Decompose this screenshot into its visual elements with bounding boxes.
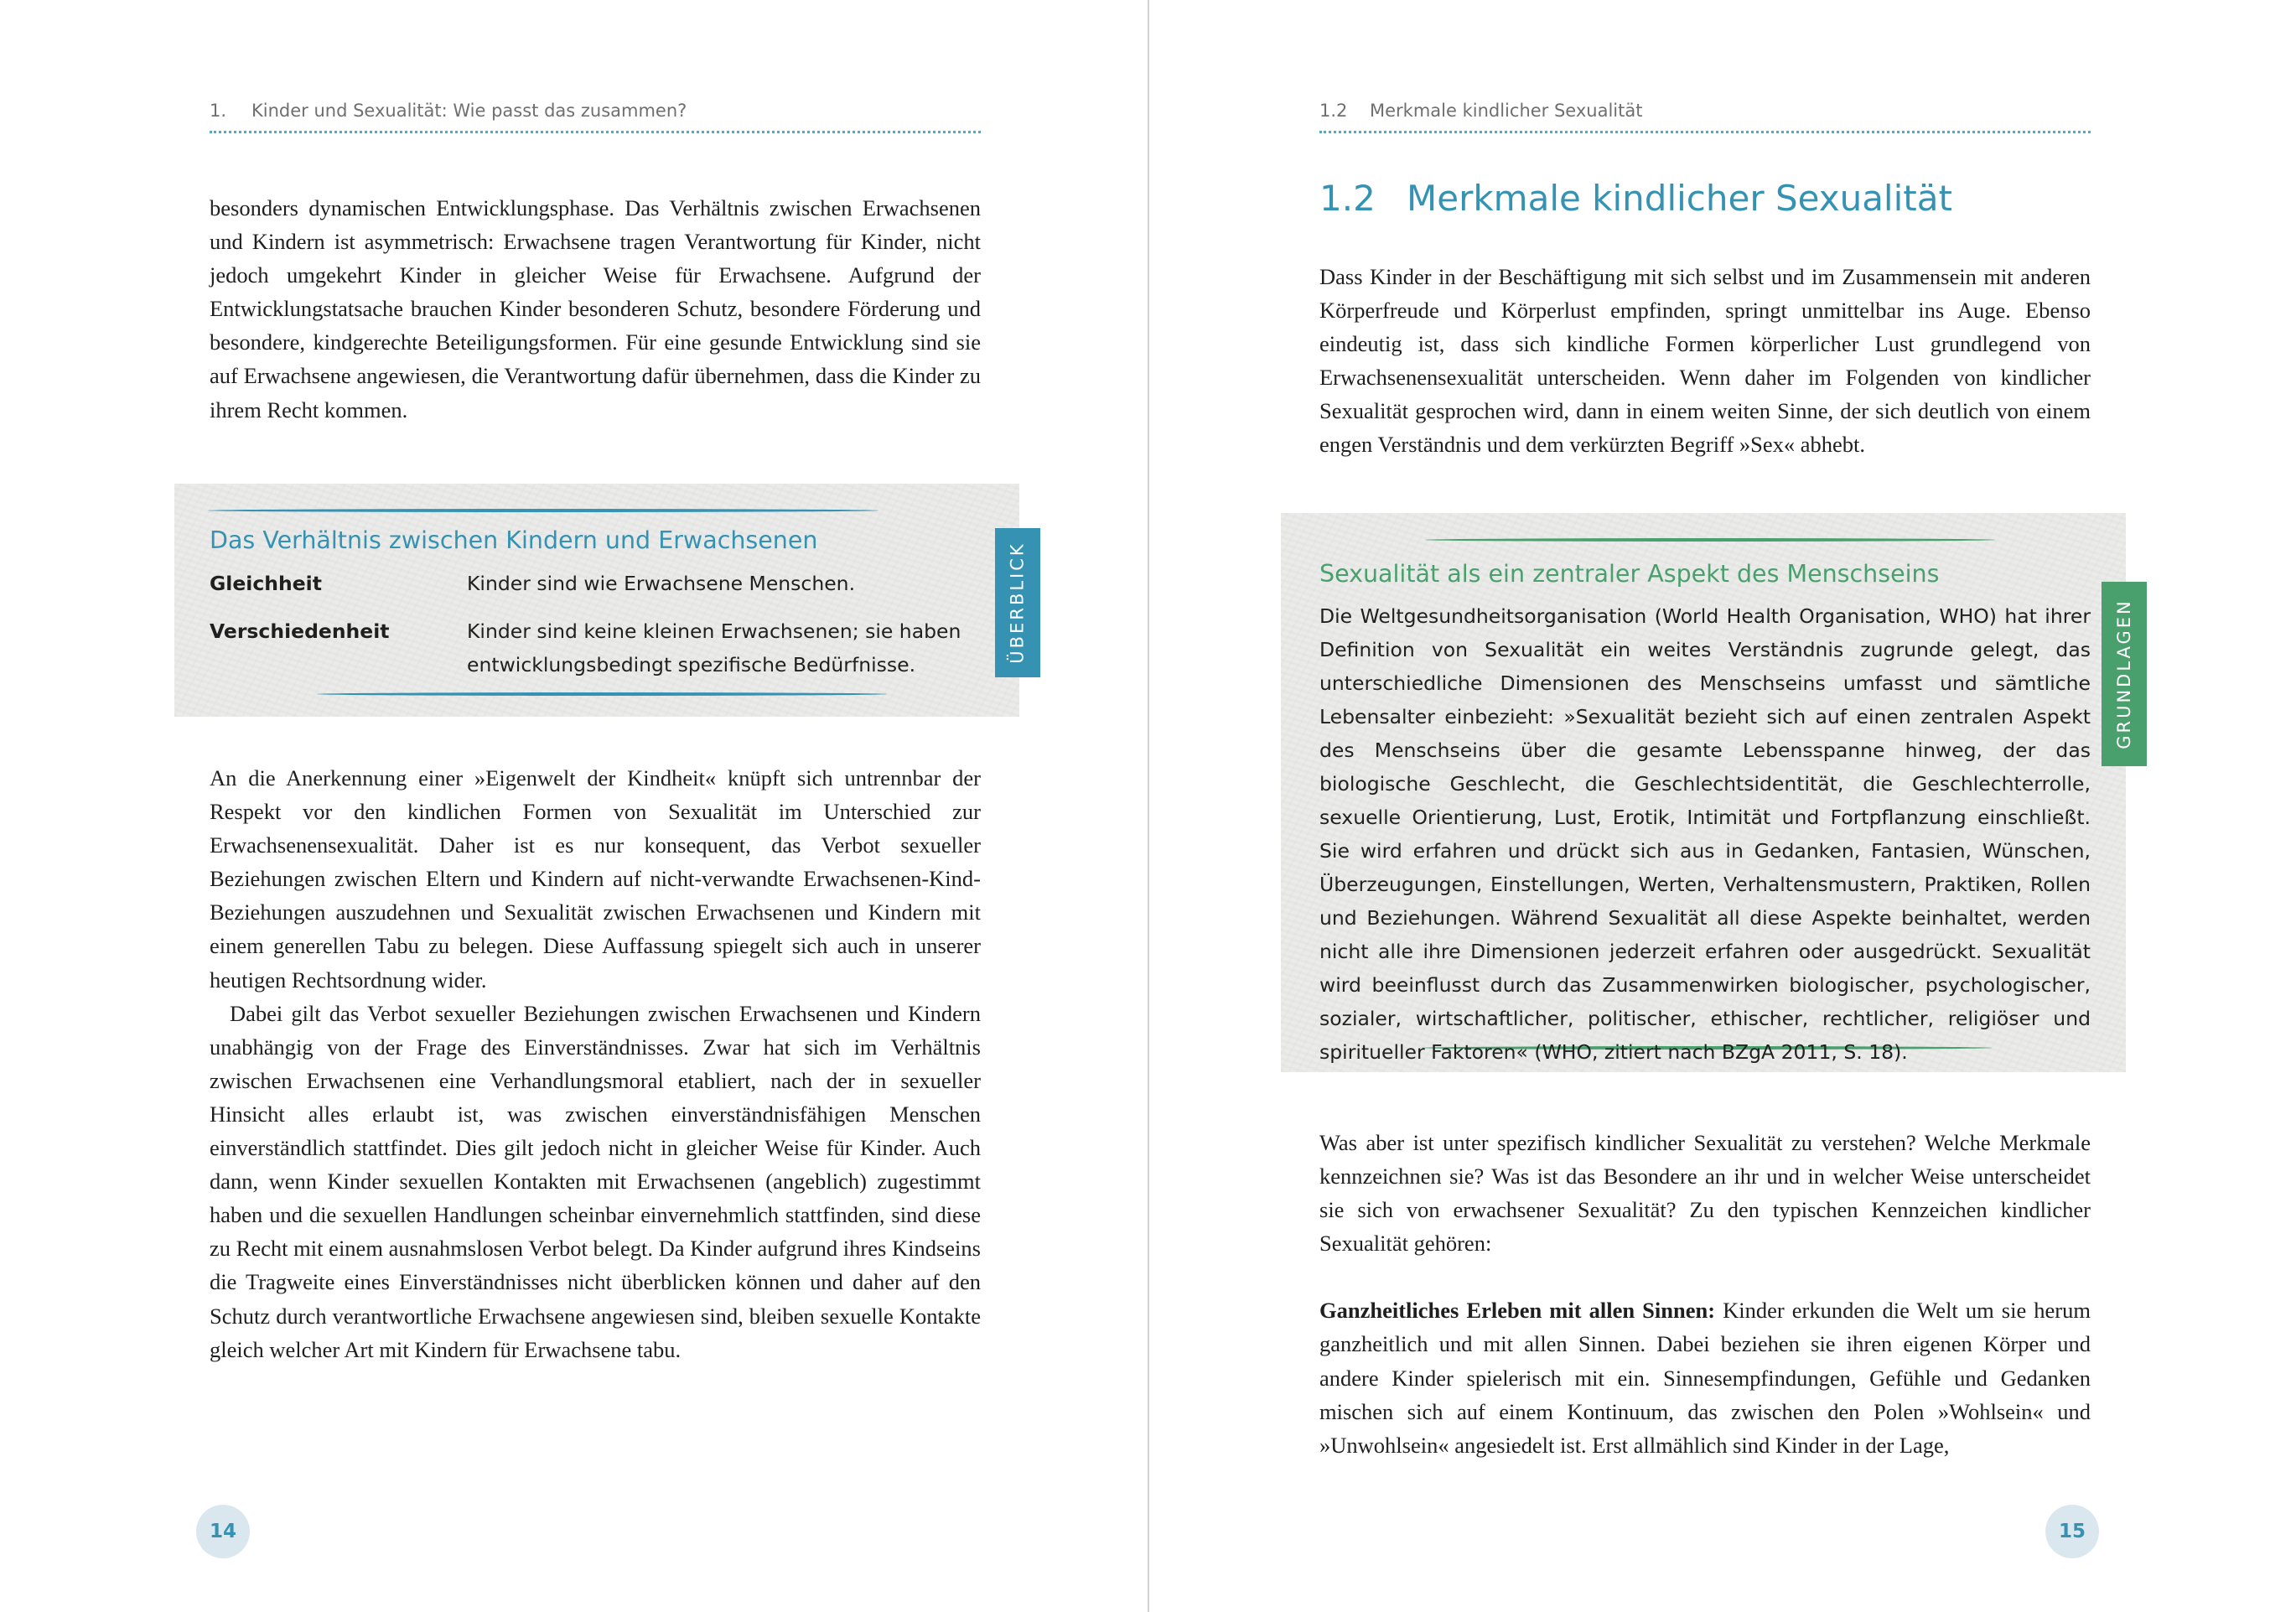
feature-text: Kinder erkunden die Welt um sie herum ganzheitlich und mit allen Sinnen. Dabei beziehen sie ihren eigenen Körper und andere Kinder spielerisch mit ein. Sinnesempfindungen, Gefühle und Gedanken mischen sich auf einem Kontinuum, das zwischen den Polen »Wohlsein« und »Unwohlsein« angesiedelt ist. Erst allmählich sind Kinder in der Lage,: [1319, 1298, 2091, 1458]
running-head-title: Kinder und Sexualität: Wie passt das zusammen?: [251, 101, 687, 121]
overview-description: Kinder sind keine kleinen Erwachsenen; sie haben entwicklungsbedingt spezifische Bedürfnisse.: [467, 619, 961, 676]
overview-box: [174, 484, 1019, 717]
section-title: Merkmale kindlicher Sexualität: [1407, 178, 1952, 219]
section-heading: [1319, 178, 1952, 219]
feature-paragraph: [1319, 1293, 2091, 1461]
paragraph: Was aber ist unter spezifisch kindlicher Sexualität zu verstehen? Welche Merkmale kennzeichnen sie? Was ist das Besondere an ihr und in welcher Weise unterscheidet sie sich von erwachsener Sexualität? Zu den typischen Kennzeichen kindlicher Sexualität gehören:: [1319, 1130, 2091, 1257]
basics-box-title: Sexualität als ein zentraler Aspekt des Menschseins: [1319, 560, 1940, 588]
running-head-title: Merkmale kindlicher Sexualität: [1370, 101, 1643, 121]
main-text: [210, 761, 981, 1366]
page-number: 15: [2045, 1505, 2099, 1558]
paragraph: besonders dynamischen Entwicklungsphase. Das Verhältnis zwischen Erwachsenen und Kindern ist asymmetrisch: Erwachsene tragen Verantwortung für Kinder, nicht jedoch umgekehrt Kinder in gleicher Weise für Erwachsene. Aufgrund der Entwicklungstatsache brauchen Kinder besonderen Schutz, besondere Förderung und besondere, kindgerechte Beteiligungsformen. Für eine gesunde Entwicklung sind sie auf Erwachsene angewiesen, die Verantwortung dafür übernehmen, dass die Kinder zu ihrem Recht kommen.: [210, 195, 981, 422]
running-head: [210, 101, 981, 133]
page-number: 14: [196, 1505, 250, 1558]
section-number: 1.2: [1319, 178, 1376, 219]
overview-tag-label: ÜBERBLICK: [1008, 542, 1028, 664]
running-head-number: 1.2: [1319, 101, 1348, 121]
box-top-stroke: [208, 509, 878, 512]
intro-paragraph: [210, 191, 981, 427]
overview-description: Kinder sind wie Erwachsene Menschen.: [467, 572, 856, 595]
running-head: [1319, 101, 2091, 133]
feature-heading: Ganzheitliches Erleben mit allen Sinnen:: [1319, 1298, 1716, 1324]
box-bottom-stroke: [317, 692, 887, 696]
overview-term: Gleichheit: [210, 572, 322, 595]
overview-tag: [995, 528, 1040, 677]
basics-tag-label: GRUNDLAGEN: [2114, 599, 2135, 749]
running-head-number: 1.: [210, 101, 227, 121]
paragraph: Dass Kinder in der Beschäftigung mit sich selbst und im Zusammensein mit anderen Körperfreude und Körperlust empfinden, springt unmittelbar ins Auge. Ebenso eindeutig ist, dass sich kindliche Formen körperlicher Lust grundlegend von Erwachsenensexualität unterscheiden. Wenn daher im Folgenden von kindlicher Sexualität gesprochen wird, dann in einem weiten Sinne, der sich deutlich von einem engen Verständnis und dem verkürzten Begriff »Sex« abhebt.: [1319, 264, 2091, 458]
box-top-stroke: [1425, 538, 1995, 542]
intro-paragraph: [1319, 260, 2091, 462]
paragraph: Dabei gilt das Verbot sexueller Beziehungen zwischen Erwachsenen und Kindern unabhängig von der Frage des Einverständnisses. Zwar hat sich im Verhältnis zwischen Erwachsenen eine Verhandlungsmoral etabliert, nach der in sexueller Hinsicht alles erlaubt ist, was zwischen einverständnisfähigen Menschen einverständlich stattfindet. Dies gilt jedoch nicht in gleicher Weise für Kinder. Auch dann, wenn Kinder sexuellen Kontakten mit Erwachsenen (angeblich) zugestimmt haben und die sexuellen Handlungen scheinbar einvernehmlich stattfinden, sind diese zu Recht mit einem ausnahmslosen Verbot belegt. Da Kinder aufgrund ihres Kindseins die Tragweite eines Einverständnisses nicht überblicken können und daher auf den Schutz durch verantwortliche Erwachsene angewiesen sind, bleiben sexuelle Kontakte gleich welcher Art mit Kindern für Erwachsene tabu.: [210, 1000, 981, 1362]
main-text: [1319, 1126, 2091, 1462]
overview-term: Verschiedenheit: [210, 619, 390, 643]
basics-tag: [2102, 582, 2147, 766]
overview-box-title: Das Verhältnis zwischen Kindern und Erwachsenen: [210, 526, 818, 554]
basics-box-text: Die Weltgesundheitsorganisation (World Health Organisation, WHO) hat ihrer Definition von Sexualität ein weites Verständnis zugrunde gelegt, das unterschiedliche Dimensionen des Menschseins umfasst und sämtliche Lebensalter einbezieht: »Sexualität bezieht sich auf einen zentralen Aspekt des Menschseins über die gesamte Lebensspanne hinweg, der das biologische Geschlecht, die Geschlechtsidentität, die Geschlechterrolle, sexuelle Orientierung, Lust, Erotik, Intimität und Fortpflanzung einschließt. Sie wird erfahren und drückt sich aus in Gedanken, Fantasien, Wünschen, Überzeugungen, Einstellungen, Werten, Verhaltensmustern, Praktiken, Rollen und Beziehungen. Während Sexualität all diese Aspekte beinhaltet, werden nicht alle ihre Dimensionen jederzeit erfahren oder ausgedrückt. Sexualität wird beeinflusst durch das Zusammenwirken biologischer, psychologischer, sozialer, wirtschaftlicher, politischer, ethischer, rechtlicher, religiöser und spiritueller Faktoren« (WHO, zitiert nach BZgA 2011, S. 18).: [1319, 604, 2091, 1064]
paragraph: An die Anerkennung einer »Eigenwelt der Kindheit« knüpft sich untrennbar der Respekt vor den kindlichen Formen von Sexualität im Unterschied zur Erwachsenensexualität. Daher ist es nur konsequent, das Verbot sexueller Beziehungen zwischen Eltern und Kindern auf nicht-verwandte Erwachsenen-Kind-Beziehungen auszudehnen und Sexualität zwischen Erwachsenen und Kindern mit einem generellen Tabu zu belegen. Diese Auffassung spiegelt sich auch in unserer heutigen Rechtsordnung wider.: [210, 765, 981, 993]
